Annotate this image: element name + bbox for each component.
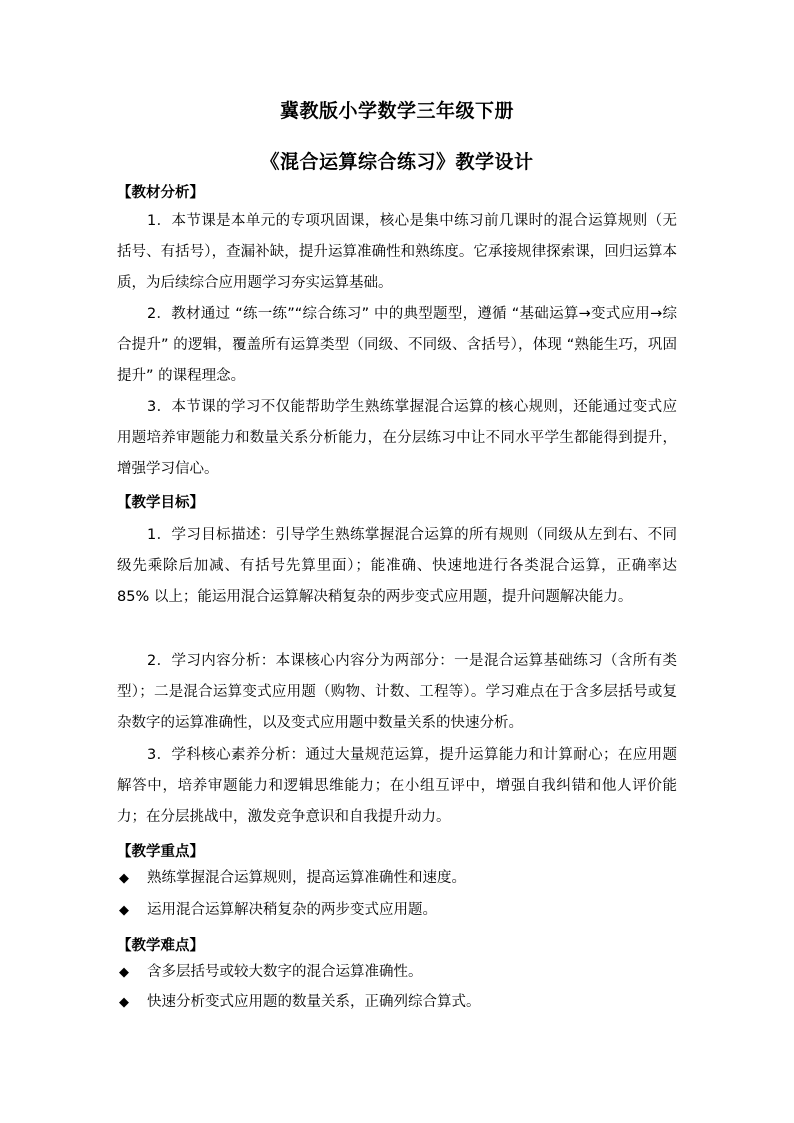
document-subtitle: 《混合运算综合练习》教学设计: [260, 151, 534, 173]
section-heading-difficulties: 【教学难点】: [117, 938, 204, 954]
diamond-bullet-icon: ◆: [119, 903, 129, 918]
objectives-paragraph-3: 3．学科核心素养分析：通过大量规范运算，提升运算能力和计算耐心；在应用题解答中，培养审题能力和逻辑思维能力；在小组互评中，增强自我纠错和他人评价能力；在分层挑战中，激发竞争意识和自我提升动力。: [117, 747, 677, 825]
diamond-bullet-icon: ◆: [119, 871, 129, 886]
diamond-bullet-icon: ◆: [119, 965, 129, 980]
objectives-paragraph-1: 1．学习目标描述：引导学生熟练掌握混合运算的所有规则（同级从左到右、不同级先乘除后加减、有括号先算里面）；能准确、快速地进行各类混合运算，正确率达 85% 以上；能运用混合运算解决稍复杂的两步变式应用题，提升问题解决能力。: [117, 527, 677, 605]
key-point-text: 熟练掌握混合运算规则，提高运算准确性和速度。: [147, 870, 466, 886]
section-heading-key-points: 【教学重点】: [117, 844, 204, 860]
diamond-bullet-icon: ◆: [119, 995, 129, 1010]
analysis-paragraph-3: 3．本节课的学习不仅能帮助学生熟练掌握混合运算的核心规则，还能通过变式应用题培养审题能力和数量关系分析能力，在分层练习中让不同水平学生都能得到提升，增强学习信心。: [117, 399, 677, 477]
objectives-paragraph-2: 2．学习内容分析：本课核心内容分为两部分：一是混合运算基础练习（含所有类型）；二是混合运算变式应用题（购物、计数、工程等）。学习难点在于含多层括号或复杂数字的运算准确性，以及变式应用题中数量关系的快速分析。: [117, 653, 677, 731]
difficulty-item: [119, 960, 423, 981]
section-heading-objectives: 【教学目标】: [117, 495, 204, 511]
difficulty-item: [119, 990, 481, 1011]
analysis-paragraph-2: 2．教材通过 “练一练”“综合练习” 中的典型题型，遵循 “基础运算→变式应用→综合提升” 的逻辑，覆盖所有运算类型（同级、不同级、含括号），体现 “熟能生巧，巩固提升” 的课程理念。: [117, 306, 677, 384]
key-point-item: [119, 866, 466, 887]
difficulty-text: 快速分析变式应用题的数量关系，正确列综合算式。: [147, 994, 481, 1010]
analysis-paragraph-1: 1．本节课是本单元的专项巩固课，核心是集中练习前几课时的混合运算规则（无括号、有括号），查漏补缺，提升运算准确性和熟练度。它承接规律探索课，回归运算本质，为后续综合应用题学习夯实运算基础。: [117, 213, 677, 291]
key-point-text: 运用混合运算解决稍复杂的两步变式应用题。: [147, 902, 437, 918]
section-heading-analysis: 【教材分析】: [117, 185, 204, 201]
key-point-item: [119, 898, 437, 919]
document-title: 冀教版小学数学三年级下册: [279, 100, 514, 122]
difficulty-text: 含多层括号或较大数字的混合运算准确性。: [147, 964, 423, 980]
